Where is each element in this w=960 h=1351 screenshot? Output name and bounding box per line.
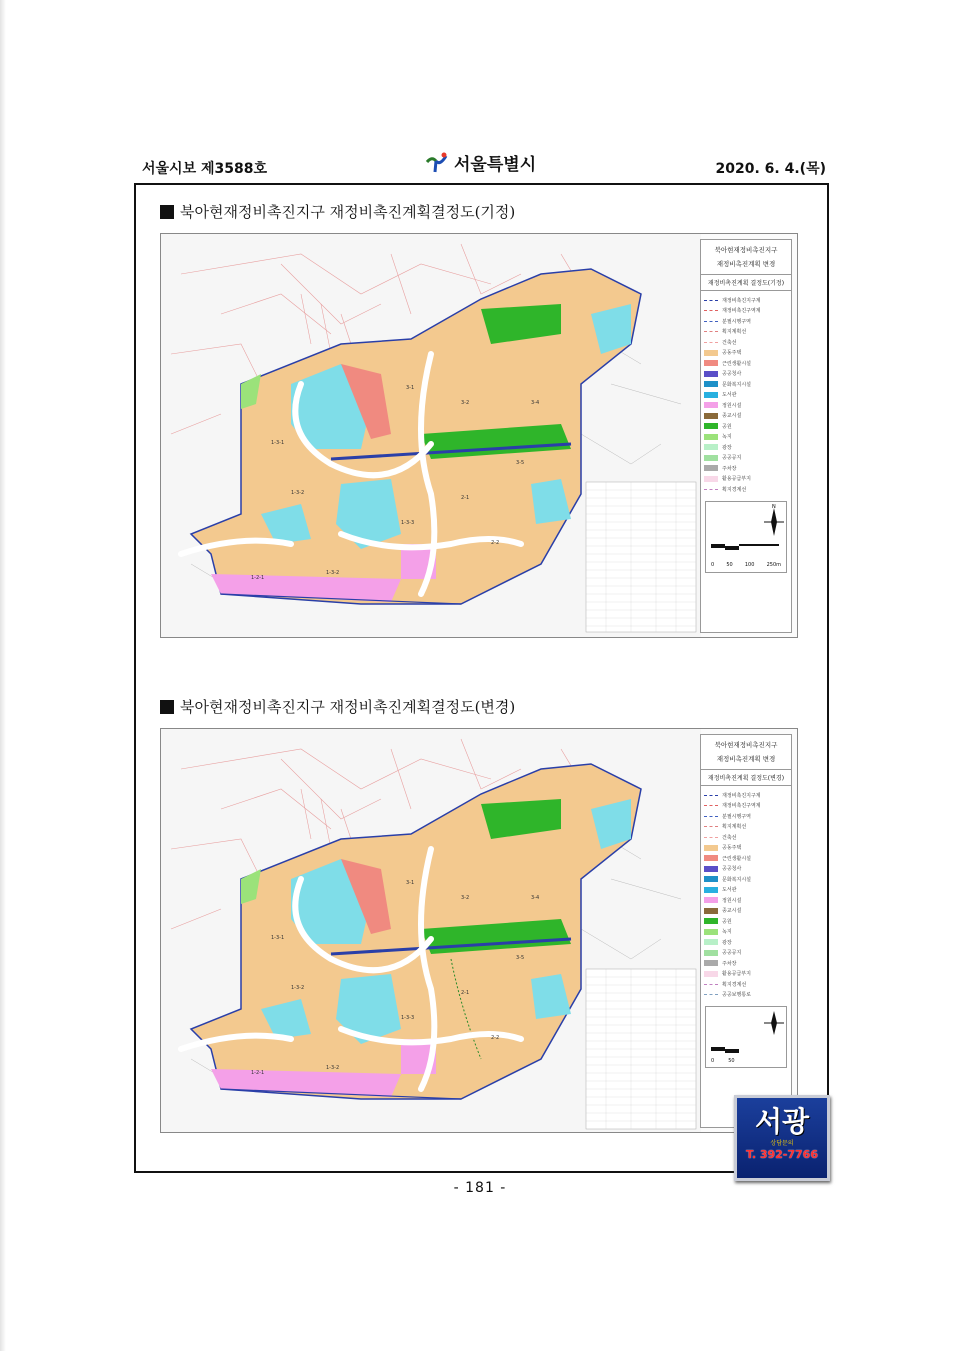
legend-swatch: [704, 476, 718, 482]
legend-swatch: [704, 805, 718, 806]
svg-text:1-3-2: 1-3-2: [291, 490, 305, 496]
scale-label: 100: [744, 561, 755, 568]
legend-swatch: [704, 455, 718, 461]
legend-item: [704, 337, 788, 348]
svg-text:3-2: 3-2: [461, 895, 470, 901]
legend-label: 주차장: [722, 465, 737, 472]
legend-swatch: [704, 826, 718, 827]
scale-label: 50: [726, 561, 733, 568]
svg-text:3-1: 3-1: [406, 880, 415, 886]
legend-item: [704, 801, 788, 812]
legend-caption: 재정비촉진계획 결정도(기정): [701, 275, 791, 291]
svg-text:1-3-1: 1-3-1: [271, 440, 285, 446]
legend-label: 획지계획선: [722, 824, 747, 831]
section-title-existing: [160, 201, 515, 222]
svg-text:1-2-1: 1-2-1: [251, 1070, 265, 1076]
svg-text:1-3-3: 1-3-3: [401, 520, 415, 526]
legend-label: 획지경계선: [722, 486, 747, 493]
legend-panel: [700, 734, 792, 1127]
legend-label: 공공공지: [722, 950, 742, 957]
svg-text:1-2-1: 1-2-1: [251, 575, 265, 581]
legend-item: [704, 832, 788, 843]
seoul-logo-icon: [424, 152, 450, 174]
legend-item: [704, 948, 788, 959]
legend-swatch: [704, 489, 718, 490]
legend-swatch: [704, 845, 718, 851]
legend-label: 광장: [722, 444, 732, 451]
legend-swatch: [704, 350, 718, 356]
legend-label: 건축선: [722, 834, 737, 841]
legend-item: [704, 916, 788, 927]
svg-text:3-2: 3-2: [461, 400, 470, 406]
legend-item: [704, 958, 788, 969]
legend-swatch: [704, 866, 718, 872]
seoul-title: 서울특별시: [454, 155, 537, 175]
legend-subtitle: 재정비촉진계획 변경: [716, 755, 776, 763]
legend-swatch: [704, 929, 718, 935]
legend-item: [704, 390, 788, 401]
legend-item: [704, 453, 788, 464]
legend-swatch: [704, 816, 718, 817]
svg-text:3-5: 3-5: [516, 460, 525, 466]
legend-label: 도서관: [722, 887, 737, 894]
legend-item: [704, 358, 788, 369]
legend-item: [704, 895, 788, 906]
legend-label: 도서관: [722, 392, 737, 399]
legend-list: [701, 786, 791, 1004]
compass-scale: [705, 1006, 787, 1068]
stamp-sub: 상담문의: [770, 1140, 794, 1147]
legend-item: [704, 400, 788, 411]
legend-swatch: [704, 984, 718, 985]
legend-label: 공동주택: [722, 845, 742, 852]
legend-label: 활용공급부지: [722, 476, 751, 483]
legend-item: [704, 979, 788, 990]
legend-swatch: [704, 371, 718, 377]
legend-item: [704, 927, 788, 938]
svg-text:N: N: [772, 503, 776, 510]
legend-label: 공공청사: [722, 866, 742, 873]
legend-item: [704, 463, 788, 474]
legend-swatch: [704, 310, 718, 311]
stamp-name: 서광: [754, 1105, 810, 1138]
legend-swatch: [704, 413, 718, 419]
north-arrow-icon: [706, 1007, 788, 1065]
legend-item: [704, 874, 788, 885]
legend-item: [704, 306, 788, 317]
svg-text:3-4: 3-4: [531, 400, 540, 406]
legend-label: 정원시설: [722, 402, 742, 409]
legend-label: 공동주택: [722, 350, 742, 357]
legend-swatch: [704, 465, 718, 471]
legend-title: 북아현재정비촉진지구: [714, 741, 778, 749]
legend-swatch: [704, 939, 718, 945]
advertiser-stamp: [734, 1095, 830, 1181]
legend-label: 문화복지시설: [722, 381, 751, 388]
legend-swatch: [704, 855, 718, 861]
scale-label: 50: [728, 1058, 735, 1064]
svg-text:3-1: 3-1: [406, 385, 415, 391]
svg-text:1-3-2: 1-3-2: [291, 985, 305, 991]
legend-label: 분필시행구역: [722, 813, 751, 820]
legend-item: [704, 990, 788, 1001]
legend-swatch: [704, 331, 718, 332]
legend-label: 활용공급부지: [722, 971, 751, 978]
legend-item: [704, 885, 788, 896]
legend-swatch: [704, 300, 718, 301]
legend-item: [704, 432, 788, 443]
scale-label: 250m: [766, 561, 781, 568]
legend-item: [704, 442, 788, 453]
legend-swatch: [704, 918, 718, 924]
legend-item: [704, 327, 788, 338]
gazette-date: 2020. 6. 4.(목): [715, 161, 826, 177]
legend-label: 재정비촉진지구계: [722, 297, 761, 304]
legend-label: 문화복지시설: [722, 876, 751, 883]
legend-label: 재정비촉진구역계: [722, 803, 761, 810]
legend-subtitle: 재정비촉진계획 변경: [716, 260, 776, 268]
legend-item: [704, 822, 788, 833]
legend-swatch: [704, 876, 718, 882]
legend-item: [704, 864, 788, 875]
legend-swatch: [704, 908, 718, 914]
legend-swatch: [704, 342, 718, 343]
legend-label: 공원: [722, 918, 732, 925]
legend-swatch: [704, 402, 718, 408]
plan-map-drawing: [161, 729, 701, 1133]
legend-list: [701, 291, 791, 499]
svg-text:2-2: 2-2: [491, 1035, 500, 1041]
legend-swatch: [704, 423, 718, 429]
map-changed: [160, 728, 798, 1133]
legend-label: 건축선: [722, 339, 737, 346]
svg-text:3-5: 3-5: [516, 955, 525, 961]
legend-label: 근린생활시설: [722, 855, 751, 862]
legend-label: 녹지: [722, 929, 732, 936]
svg-text:1-3-2: 1-3-2: [326, 1065, 340, 1071]
legend-label: 재정비촉진구역계: [722, 308, 761, 315]
svg-text:2-1: 2-1: [461, 495, 470, 501]
stamp-phone: T. 392-7766: [746, 1148, 818, 1161]
legend-item: [704, 811, 788, 822]
bullet-square-icon: [160, 205, 174, 219]
legend-swatch: [704, 837, 718, 838]
legend-item: [704, 790, 788, 801]
legend-swatch: [704, 392, 718, 398]
legend-label: 획지계획선: [722, 329, 747, 336]
legend-swatch: [704, 381, 718, 387]
legend-swatch: [704, 887, 718, 893]
legend-swatch: [704, 950, 718, 956]
legend-item: [704, 369, 788, 380]
legend-item: [704, 969, 788, 980]
legend-swatch: [704, 360, 718, 366]
legend-swatch: [704, 321, 718, 322]
legend-item: [704, 937, 788, 948]
legend-label: 주차장: [722, 960, 737, 967]
legend-label: 광장: [722, 939, 732, 946]
svg-text:2-2: 2-2: [491, 540, 500, 546]
map-existing: [160, 233, 798, 638]
legend-item: [704, 379, 788, 390]
legend-item: [704, 843, 788, 854]
legend-panel: [700, 239, 792, 632]
legend-swatch: [704, 994, 718, 995]
legend-swatch: [704, 795, 718, 796]
legend-item: [704, 411, 788, 422]
legend-label: 공원: [722, 423, 732, 430]
svg-text:1-3-1: 1-3-1: [271, 935, 285, 941]
svg-text:1-3-2: 1-3-2: [326, 570, 340, 576]
legend-label: 공공청사: [722, 371, 742, 378]
plan-map-drawing: [161, 234, 701, 638]
bullet-square-icon: [160, 700, 174, 714]
compass-scale: [705, 501, 787, 573]
legend-item: [704, 906, 788, 917]
scale-label: 0: [711, 561, 715, 568]
legend-swatch: [704, 434, 718, 440]
legend-label: 공공공지: [722, 455, 742, 462]
legend-item: [704, 348, 788, 359]
legend-swatch: [704, 971, 718, 977]
legend-label: 종교시설: [722, 908, 742, 915]
seoul-header: [424, 150, 536, 175]
section-title-changed: [160, 696, 515, 717]
legend-label: 정원시설: [722, 897, 742, 904]
legend-label: 종교시설: [722, 413, 742, 420]
legend-item: [704, 474, 788, 485]
legend-item: [704, 316, 788, 327]
legend-swatch: [704, 444, 718, 450]
page-edge: [0, 0, 6, 1351]
legend-item: [704, 853, 788, 864]
scale-label: 0: [711, 1058, 715, 1064]
legend-title: 북아현재정비촉진지구: [714, 246, 778, 254]
legend-label: 근린생활시설: [722, 360, 751, 367]
legend-item: [704, 421, 788, 432]
svg-text:2-1: 2-1: [461, 990, 470, 996]
section-title-text: 북아현재정비촉진지구 재정비촉진계획결정도(기정): [180, 203, 516, 221]
svg-text:3-4: 3-4: [531, 895, 540, 901]
legend-label: 분필시행구역: [722, 318, 751, 325]
legend-label: 재정비촉진지구계: [722, 792, 761, 799]
legend-label: 획지경계선: [722, 981, 747, 988]
legend-caption: 재정비촉진계획 결정도(변경): [701, 770, 791, 786]
svg-text:1-3-3: 1-3-3: [401, 1015, 415, 1021]
legend-item: [704, 295, 788, 306]
legend-swatch: [704, 897, 718, 903]
north-arrow-icon: [706, 502, 788, 570]
legend-label: 공공보행통로: [722, 992, 751, 999]
page-number: - 181 -: [453, 1180, 507, 1196]
gazette-issue: 서울시보 제3588호: [142, 161, 267, 177]
legend-label: 녹지: [722, 434, 732, 441]
section-title-text: 북아현재정비촉진지구 재정비촉진계획결정도(변경): [180, 698, 516, 716]
legend-swatch: [704, 960, 718, 966]
legend-item: [704, 484, 788, 495]
